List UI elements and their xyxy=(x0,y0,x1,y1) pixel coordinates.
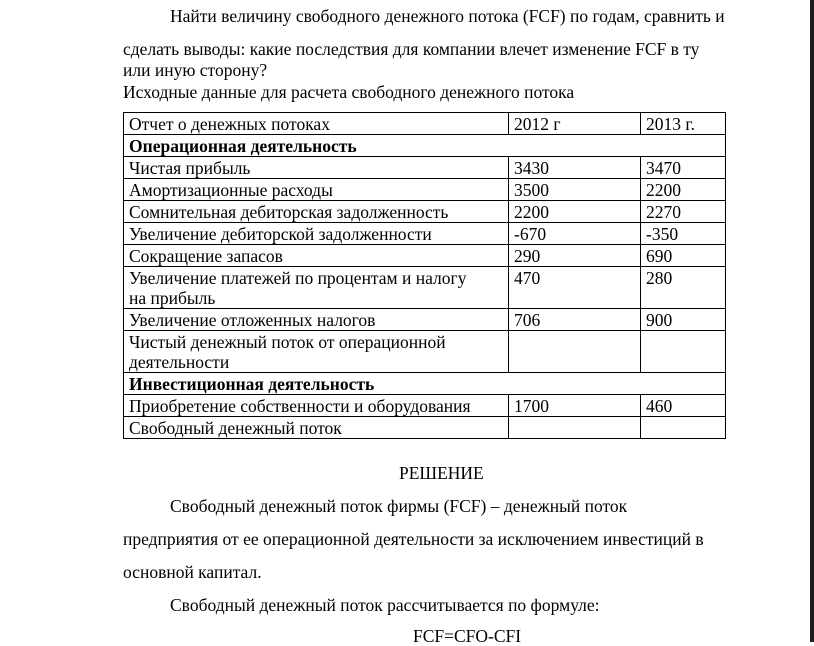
row-label: Амортизационные расходы xyxy=(124,179,509,201)
row-label: Увеличение отложенных налогов xyxy=(124,309,509,331)
cash-flow-table xyxy=(123,112,726,439)
value-2013: 2270 xyxy=(641,201,726,223)
table-row xyxy=(124,157,726,179)
task-line-1: Найти величину свободного денежного потока (FCF) по годам, сравнить и xyxy=(170,6,725,26)
section-row-operating xyxy=(124,135,726,157)
row-label: Свободный денежный поток xyxy=(124,417,509,439)
row-label: Увеличение дебиторской задолженности xyxy=(124,223,509,245)
table-row xyxy=(124,245,726,267)
definition-line-1: Свободный денежный поток фирмы (FCF) – денежный поток xyxy=(170,496,628,516)
task-line-3: или иную сторону? xyxy=(123,60,268,80)
value-2012: 3430 xyxy=(509,157,641,179)
table-caption: Исходные данные для расчета свободного денежного потока xyxy=(123,82,575,102)
value-2012 xyxy=(509,331,641,373)
value-2012: 2200 xyxy=(509,201,641,223)
value-2013: 2200 xyxy=(641,179,726,201)
solution-heading: РЕШЕНИЕ xyxy=(399,463,484,483)
header-2013: 2013 г. xyxy=(641,113,726,135)
value-2013: 280 xyxy=(641,267,726,309)
value-2012: 706 xyxy=(509,309,641,331)
table-row xyxy=(124,223,726,245)
row-label-line-2: деятельности xyxy=(129,352,230,372)
value-2013: 690 xyxy=(641,245,726,267)
task-line-2: сделать выводы: какие последствия для компании влечет изменение FCF в ту xyxy=(123,39,700,59)
row-label: Сокращение запасов xyxy=(124,245,509,267)
value-2013 xyxy=(641,331,726,373)
value-2012 xyxy=(509,417,641,439)
table-row xyxy=(124,395,726,417)
table-row xyxy=(124,267,726,309)
section-operating: Операционная деятельность xyxy=(124,135,726,157)
row-label: Сомнительная дебиторская задолженность xyxy=(124,201,509,223)
table-row xyxy=(124,331,726,373)
row-label xyxy=(124,331,509,373)
table-header-row xyxy=(124,113,726,135)
value-2013: 3470 xyxy=(641,157,726,179)
value-2012: 290 xyxy=(509,245,641,267)
row-label: Приобретение собственности и оборудования xyxy=(124,395,509,417)
row-label: Чистая прибыль xyxy=(124,157,509,179)
header-report: Отчет о денежных потоках xyxy=(124,113,509,135)
row-label-line-2: на прибыль xyxy=(129,288,216,308)
table-row xyxy=(124,201,726,223)
value-2012: -670 xyxy=(509,223,641,245)
value-2013 xyxy=(641,417,726,439)
formula: FCF=CFO-CFI xyxy=(413,626,522,646)
row-label xyxy=(124,267,509,309)
value-2012: 470 xyxy=(509,267,641,309)
table-row xyxy=(124,309,726,331)
value-2013: -350 xyxy=(641,223,726,245)
definition-line-3: основной капитал. xyxy=(123,562,262,582)
table-row xyxy=(124,179,726,201)
definition-line-2: предприятия от ее операционной деятельности за исключением инвестиций в xyxy=(123,529,704,549)
value-2013: 900 xyxy=(641,309,726,331)
formula-intro: Свободный денежный поток рассчитывается по формуле: xyxy=(170,595,600,615)
section-row-investing xyxy=(124,373,726,395)
table-row xyxy=(124,417,726,439)
value-2012: 3500 xyxy=(509,179,641,201)
header-2012: 2012 г xyxy=(509,113,641,135)
page-edge-bar xyxy=(810,0,814,642)
row-label-line-1: Чистый денежный поток от операционной xyxy=(129,332,446,352)
row-label-line-1: Увеличение платежей по процентам и налогу xyxy=(129,268,467,288)
value-2013: 460 xyxy=(641,395,726,417)
value-2012: 1700 xyxy=(509,395,641,417)
section-investing: Инвестиционная деятельность xyxy=(124,373,726,395)
